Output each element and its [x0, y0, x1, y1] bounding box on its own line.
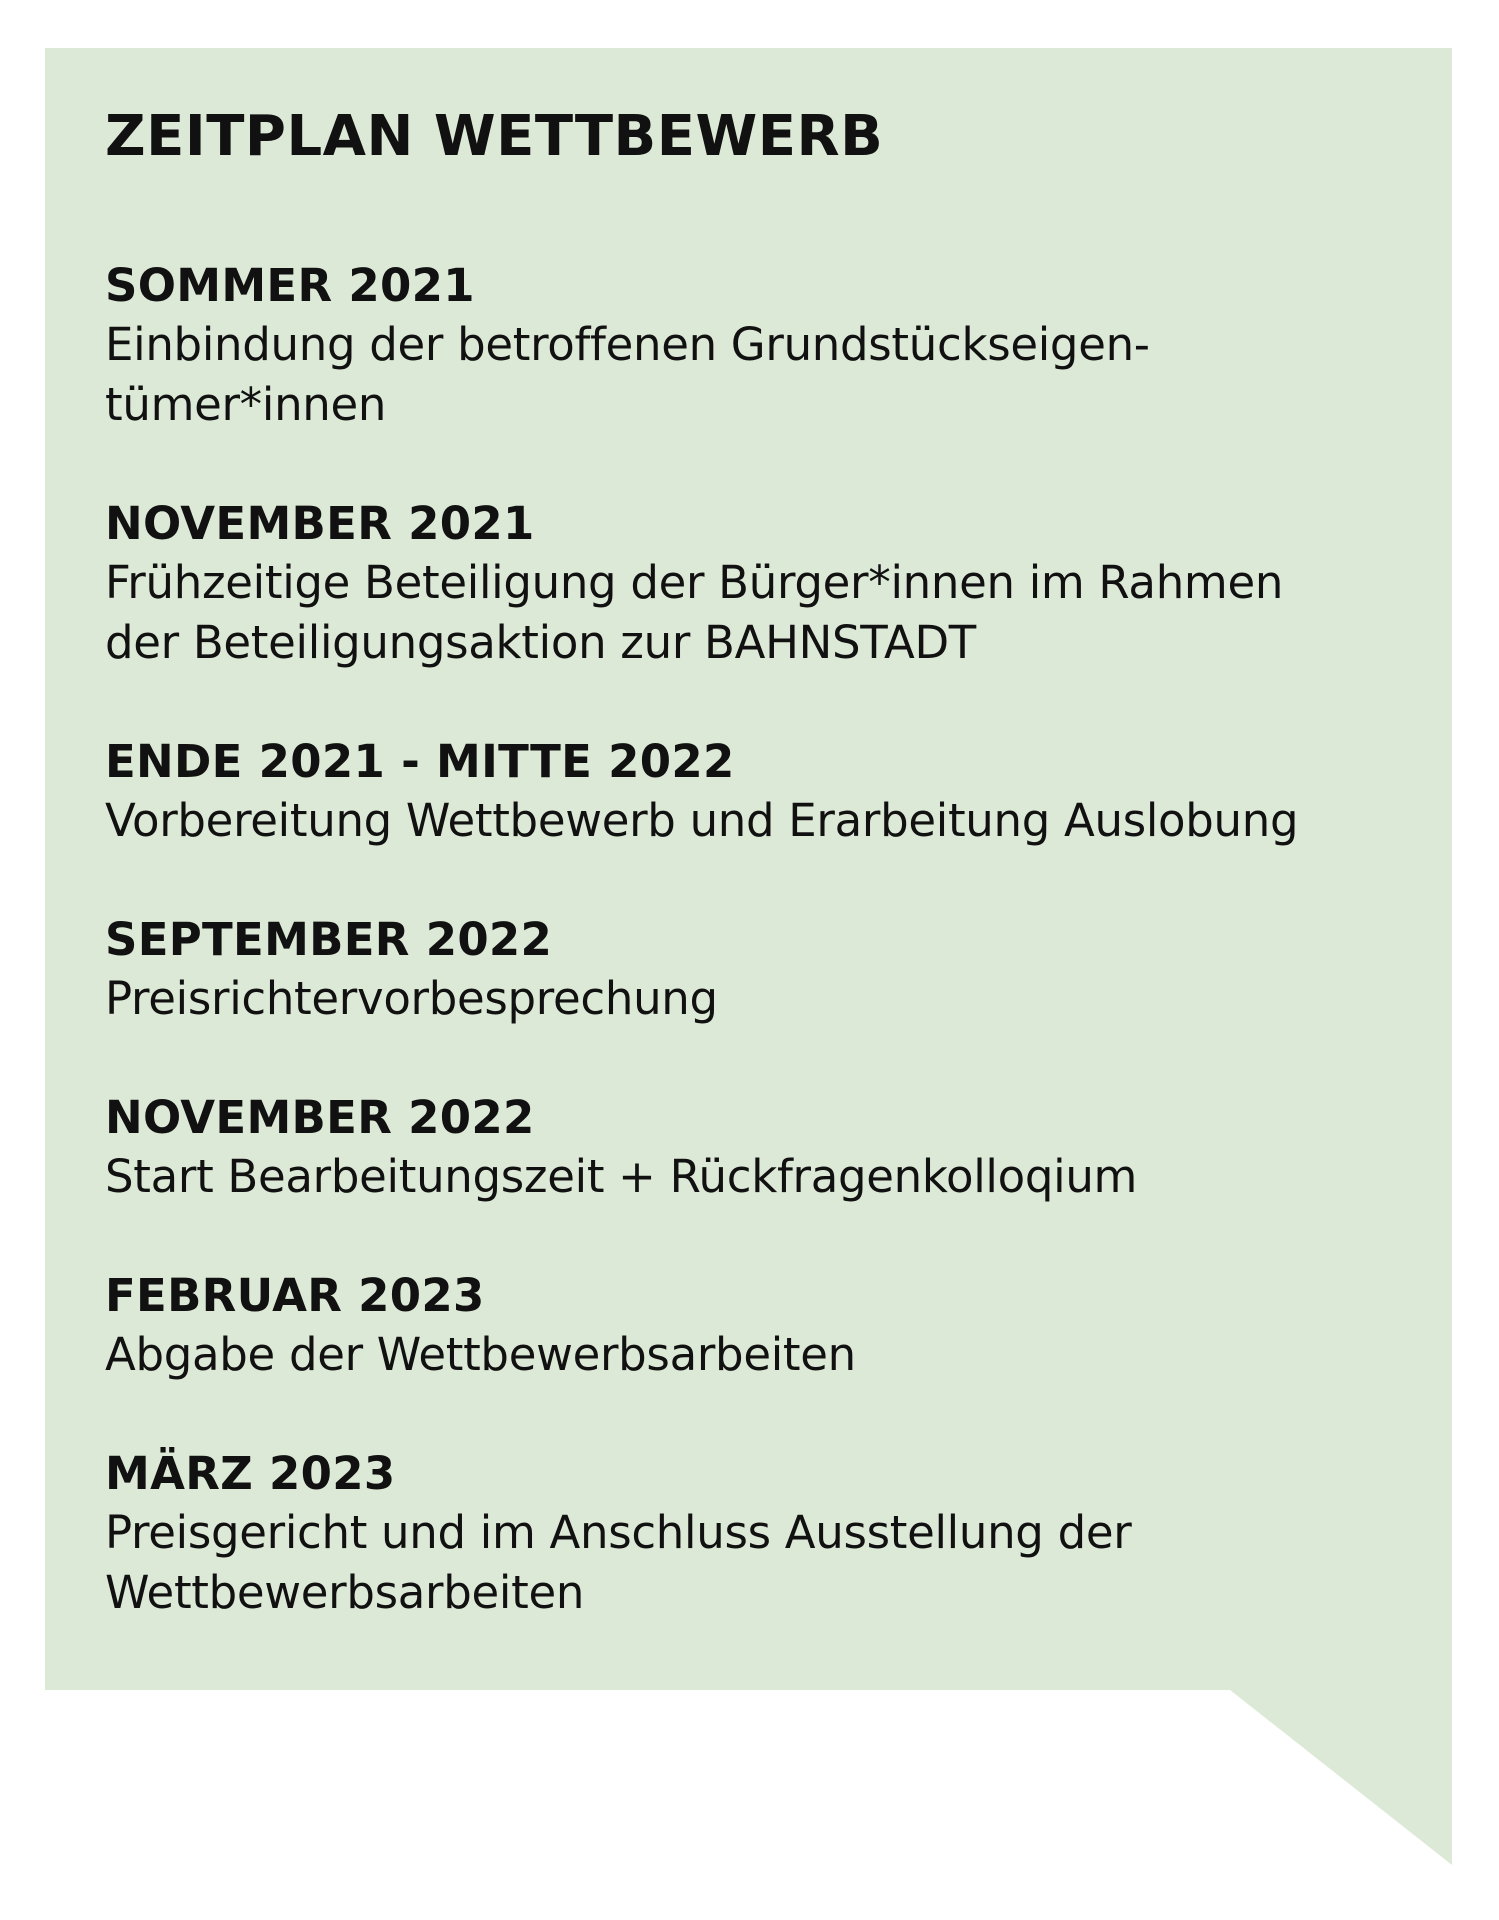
timeline-entry	[105, 911, 1405, 1029]
timeline-panel	[105, 105, 1405, 1683]
timeline-date: NOVEMBER 2022	[105, 1091, 535, 1144]
timeline-description: Einbindung der betroffenen Grundstückseigen- tümer*innen	[105, 318, 1150, 431]
timeline-date: SEPTEMBER 2022	[105, 913, 553, 966]
timeline-entry	[105, 1267, 1405, 1385]
timeline-description: Preisrichtervorbesprechung	[105, 972, 718, 1025]
timeline-date: MÄRZ 2023	[105, 1447, 396, 1500]
timeline-date: NOVEMBER 2021	[105, 497, 535, 550]
timeline-description: Vorbereitung Wettbewerb und Erarbeitung Auslobung	[105, 794, 1299, 847]
timeline-entry	[105, 1445, 1405, 1623]
timeline-date: FEBRUAR 2023	[105, 1269, 485, 1322]
timeline-entry	[105, 733, 1405, 851]
timeline-entry	[105, 1089, 1405, 1207]
page-title: ZEITPLAN WETTBEWERB	[105, 104, 884, 169]
timeline-description: Frühzeitige Beteiligung der Bürger*innen im Rahmen der Beteiligungsaktion zur BAHNSTADT	[105, 556, 1284, 669]
timeline-date: ENDE 2021 - MITTE 2022	[105, 735, 735, 788]
timeline-description: Preisgericht und im Anschluss Ausstellung der Wettbewerbsarbeiten	[105, 1506, 1132, 1619]
timeline-description: Abgabe der Wettbewerbsarbeiten	[105, 1328, 856, 1381]
timeline-entry	[105, 257, 1405, 435]
timeline-date: SOMMER 2021	[105, 259, 475, 312]
timeline-entry	[105, 495, 1405, 673]
timeline-description: Start Bearbeitungszeit + Rückfragenkolloqium	[105, 1150, 1138, 1203]
